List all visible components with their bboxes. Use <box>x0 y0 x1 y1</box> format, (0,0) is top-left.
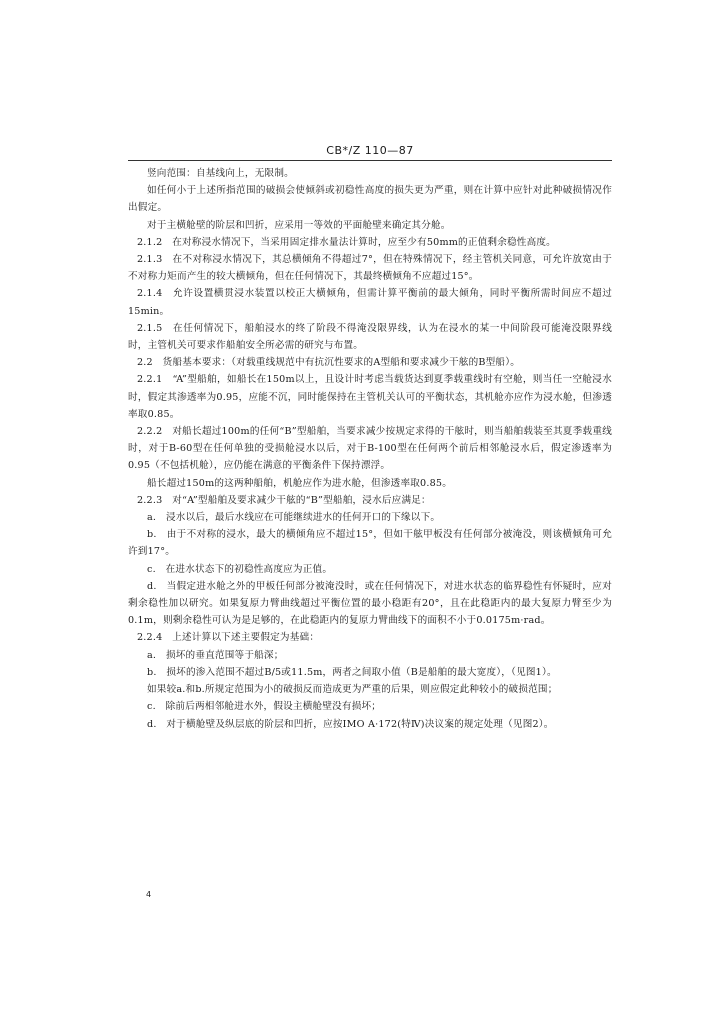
clause-2-2-1: 2.2.1 “A”型船舶，如船长在150m以上，且设计时考虑当载货达到夏季载重线时有空舱，则当任一空舱浸水时，假定其渗透率为0.95，应能不沉，同时能保持在主管机关认可的平衡状态，其机舱亦应作为浸水舱，但渗透率取0.85。 <box>128 374 612 420</box>
clause-2-1-4: 2.1.4 允许设置横贯浸水装置以校正大横倾角，但需计算平衡前的最大倾角，同时平衡所需时间应不超过15min。 <box>128 288 612 317</box>
clause-2-2-3: 2.2.3 对“A”型船舶及要求减少干舷的“B”型船舶，浸水后应满足： <box>137 494 431 506</box>
clause-2-1-5: 2.1.5 在任何情况下，船舶浸水的终了阶段不得淹没限界线，认为在浸水的某一中间阶段可能淹没限界线时，主管机关可要求作船舶安全所必需的研究与布置。 <box>128 322 612 352</box>
list-item-a: a. 损坏的垂直范围等于船深； <box>147 649 284 661</box>
paragraph: 船长超过150m的这两种船舶，机舱应作为进水舱，但渗透率取0.85。 <box>147 477 453 489</box>
clause-2-2-2: 2.2.2 对船长超过100m的任何“B”型船舶，当要求减少按规定求得的干舷时，则当船舶载装至其夏季载重线时，对于B-60型在任何单独的受损舱浸水以后，对于B-100型在任何两个前后相邻舱浸水后，假定渗透率为0.95（不包括机舱），应仍能在满意的平衡条件下保持漂浮。 <box>128 426 612 472</box>
list-item-b: b. 由于不对称的浸水，最大的横倾角应不超过15°，但如干舷甲板没有任何部分被淹没，则该横倾角可允许到17°。 <box>128 529 612 558</box>
paragraph: 如果较a.和b.所规定范围为小的破损反而造成更为严重的后果，则应假定此种较小的破损范围； <box>147 684 558 696</box>
list-item-d: d. 当假定进水舱之外的甲板任何部分被淹没时，或在任何情况下，对进水状态的临界稳性有怀疑时，应对剩余稳性加以研究。如果复原力臂曲线超过平衡位置的最小稳距有20°，且在此稳距内的最大复原力臂至少为0.1m，则剩余稳性可认为是足够的，在此稳距内的复原力臂曲线下的面积不小于0.0175m·rad。 <box>128 580 612 627</box>
paragraph: 如任何小于上述所指范围的破损会使倾斜或初稳性高度的损失更为严重，则在计算中应针对此种破损情况作出假定。 <box>128 185 612 214</box>
document-header: CB*/Z 110—87 <box>326 144 414 157</box>
list-item-c: c. 除前后两相邻舱进水外，假设主横舱壁没有损坏； <box>147 701 382 713</box>
page-number: 4 <box>146 890 152 899</box>
paragraph: 对于主横舱壁的阶层和凹折，应采用一等效的平面舱壁来确定其分舱。 <box>147 219 451 231</box>
clause-2-2: 2.2 货船基本要求：（对载重线规范中有抗沉性要求的A型船和要求减少干舷的B型船）。 <box>137 357 521 369</box>
clause-2-1-3: 2.1.3 在不对称浸水情况下，其总横倾角不得超过7°，但在特殊情况下，经主管机关同意，可允许放宽由于不对称力矩而产生的较大横倾角，但在任何情况下，其最终横倾角不应超过15°。 <box>128 254 612 283</box>
paragraph: 竖向范围：自基线向上，无限制。 <box>147 168 294 179</box>
clause-2-2-4: 2.2.4 上述计算以下述主要假定为基础： <box>137 632 320 644</box>
list-item-a: a. 浸水以后，最后水线应在可能继续进水的任何开口的下缘以下。 <box>147 512 441 524</box>
list-item-c: c. 在进水状态下的初稳性高度应为正值。 <box>147 563 333 575</box>
clause-2-1-2: 2.1.2 在对称浸水情况下，当采用固定排水量法计算时，应至少有50mm的正值剩余稳性高度。 <box>137 236 556 248</box>
list-item-b: b. 损坏的渗入范围不超过B/5或11.5m，两者之间取小值（B是船舶的最大宽度），（见图1）。 <box>147 666 557 678</box>
header-divider <box>128 160 612 161</box>
list-item-d: d. 对于横舱壁及纵层底的阶层和凹折，应按IMO A·172(特Ⅳ)决议案的规定处理（见图2）。 <box>147 718 554 730</box>
document-body <box>128 165 612 733</box>
